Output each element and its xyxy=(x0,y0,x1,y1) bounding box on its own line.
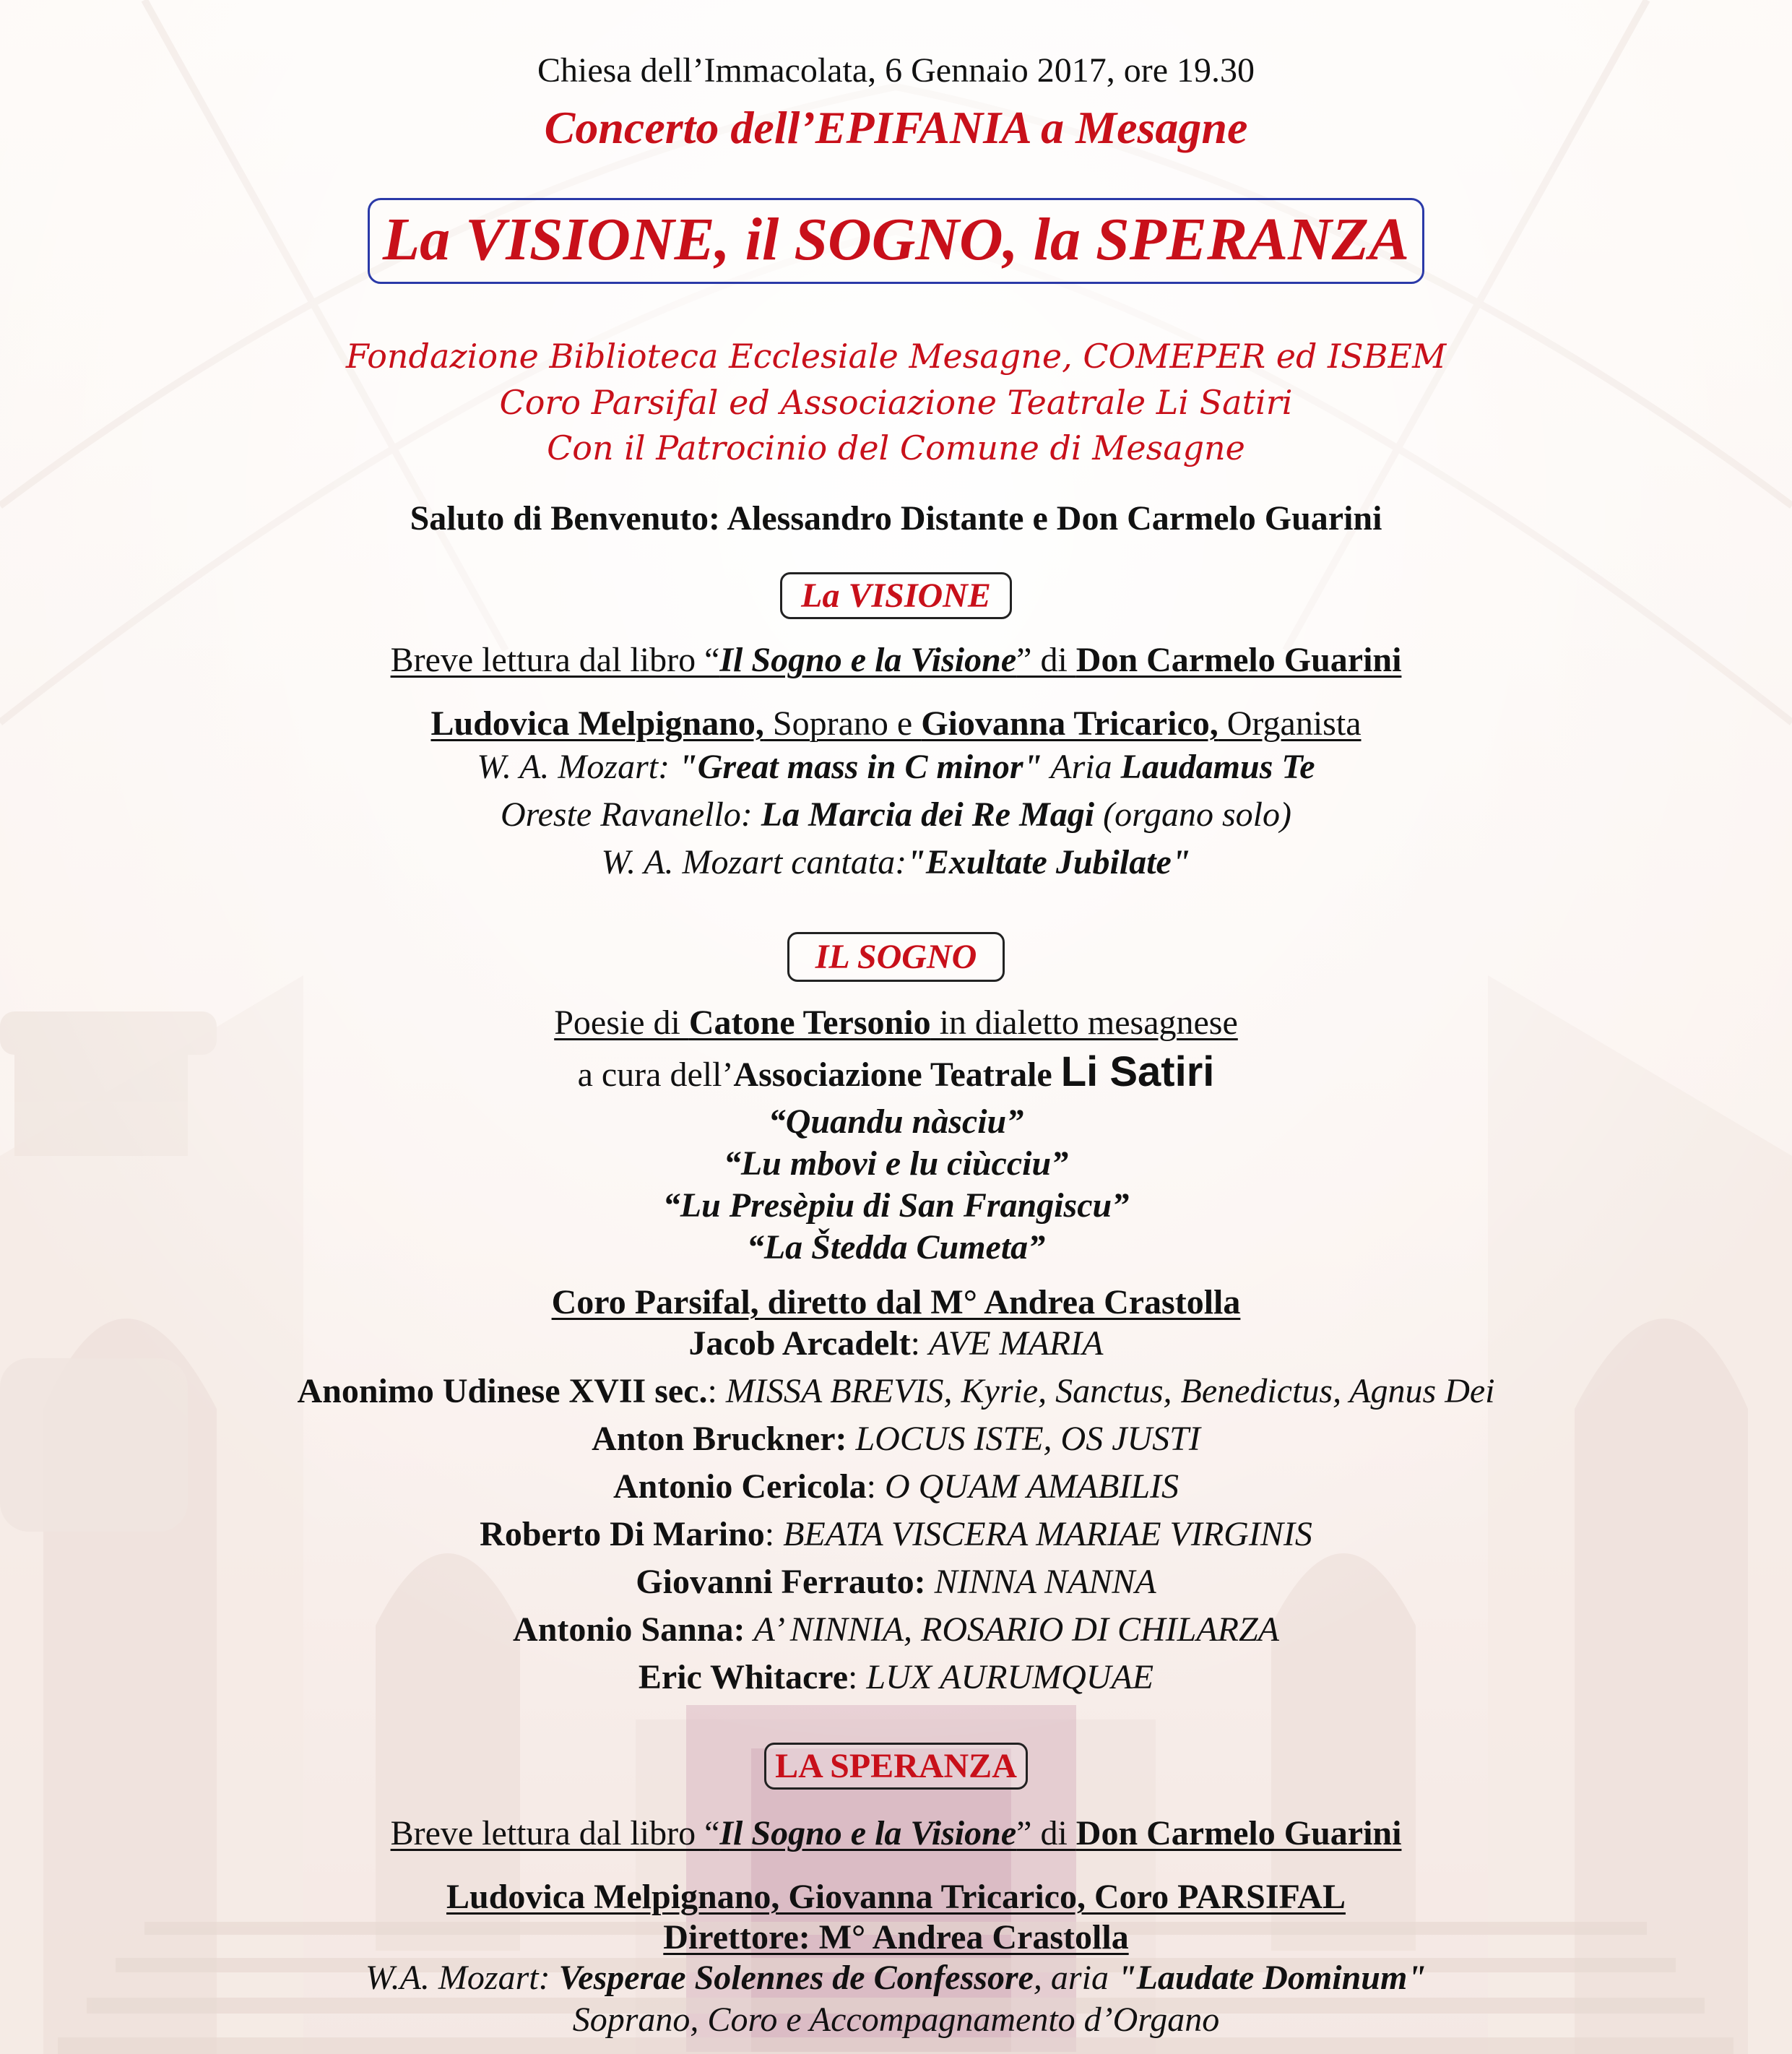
performer-soprano: Ludovica Melpignano, xyxy=(430,704,764,743)
choir-heading-line xyxy=(0,1282,1792,1322)
separator xyxy=(745,1610,753,1649)
speranza-reading-line xyxy=(0,1813,1792,1853)
choir-work: MISSA BREVIS, Kyrie, Sanctus, Benedictus, Agnus Dei xyxy=(725,1372,1495,1410)
concert-title: Concerto dell’EPIFANIA a Mesagne xyxy=(544,102,1248,153)
main-title-frame xyxy=(0,198,1792,284)
visione-program-item xyxy=(0,842,1792,882)
visione-reading-line xyxy=(0,640,1792,680)
visione-program-item xyxy=(0,747,1792,787)
visione-performers-line xyxy=(0,704,1792,743)
theatre-group-name: Li Satiri xyxy=(1060,1048,1215,1095)
poems-prefix: Poesie di xyxy=(554,1004,689,1042)
program-aria: Laudamus Te xyxy=(1120,748,1315,786)
choir-composer: Jacob Arcadelt xyxy=(688,1324,911,1363)
section-speranza-heading: LA SPERANZA xyxy=(764,1743,1028,1790)
speranza-reading xyxy=(391,1814,1402,1852)
choir-composer: Eric Whitacre xyxy=(638,1658,849,1696)
section-speranza-header xyxy=(0,1743,1792,1790)
program-composer: W. A. Mozart: xyxy=(477,748,679,786)
reading-book-title: Il Sogno e la Visione xyxy=(719,641,1017,679)
performer-role-2: Organista xyxy=(1218,704,1362,743)
section-visione-header xyxy=(0,572,1792,619)
poet-name: Catone Tersonio xyxy=(688,1004,931,1042)
choir-work: O QUAM AMABILIS xyxy=(884,1467,1179,1506)
separator: : xyxy=(848,1658,867,1696)
organizer-line-1: Fondazione Biblioteca Ecclesiale Mesagne, COMEPER ed ISBEM xyxy=(345,337,1447,376)
program-composer: Oreste Ravanello: xyxy=(501,795,761,834)
choir-heading: Coro Parsifal, diretto dal M° Andrea Crastolla xyxy=(551,1283,1241,1321)
choir-composer: Giovanni Ferrauto: xyxy=(636,1563,926,1601)
speranza-director: Direttore: M° Andrea Crastolla xyxy=(663,1918,1129,1956)
poem-title: “Lu Presèpiu di San Frangiscu” xyxy=(662,1186,1130,1225)
separator xyxy=(926,1563,935,1601)
choir-program-item xyxy=(0,1467,1792,1506)
program-aria: "Laudate Dominum" xyxy=(1117,1959,1427,1997)
section-sogno-header xyxy=(0,932,1792,982)
reading-middle: ” di xyxy=(1016,641,1076,679)
program-detail: , aria xyxy=(1033,1959,1117,1997)
separator: : xyxy=(707,1372,726,1410)
choir-composer: Anton Bruckner: xyxy=(592,1420,847,1458)
performer-organist: Giovanna Tricarico, xyxy=(921,704,1219,743)
reading-author: Don Carmelo Guarini xyxy=(1075,641,1402,679)
program-composer: W.A. Mozart: xyxy=(365,1959,559,1997)
visione-reading xyxy=(391,641,1402,679)
choir-work: BEATA VISCERA MARIAE VIRGINIS xyxy=(783,1515,1312,1553)
speranza-program-item xyxy=(0,1958,1792,1998)
choir-composer: Antonio Cericola xyxy=(613,1467,867,1506)
sogno-poems-line xyxy=(0,1003,1792,1043)
choir-work: LOCUS ISTE, OS JUSTI xyxy=(855,1420,1200,1458)
reading-prefix: Breve lettura dal libro “ xyxy=(390,1814,720,1852)
separator: : xyxy=(764,1515,784,1553)
main-title: La VISIONE, il SOGNO, la SPERANZA xyxy=(368,198,1424,284)
poem-title: “Lu mbovi e lu ciùcciu” xyxy=(723,1144,1069,1183)
choir-work: NINNA NANNA xyxy=(934,1563,1156,1601)
venue-date-line: Chiesa dell’Immacolata, 6 Gennaio 2017, ore 19.30 xyxy=(537,51,1255,90)
curated-prefix: a cura dell’ xyxy=(577,1056,734,1094)
separator xyxy=(847,1420,855,1458)
program-work: "Exultate Jubilate" xyxy=(906,843,1191,881)
organizer-line-3: Con il Patrocinio del Comune di Mesagne xyxy=(547,428,1245,467)
section-sogno-heading: IL SOGNO xyxy=(787,932,1005,982)
performer-role-1: Soprano e xyxy=(763,704,922,743)
choir-work: AVE MARIA xyxy=(928,1324,1104,1363)
poem-title: “Quandu nàsciu” xyxy=(768,1102,1024,1141)
speranza-performers: Ludovica Melpignano, Giovanna Tricarico, Coro PARSIFAL xyxy=(446,1878,1346,1916)
choir-program-item xyxy=(0,1324,1792,1363)
choir-program-item xyxy=(0,1514,1792,1554)
visione-performers xyxy=(430,704,1361,743)
poem-title: “La Štedda Cumeta” xyxy=(746,1228,1046,1267)
speranza-director-line xyxy=(0,1917,1792,1957)
poems-suffix: in dialetto mesagnese xyxy=(930,1004,1238,1042)
visione-program-item xyxy=(0,795,1792,834)
program-work: "Great mass in C minor" xyxy=(678,748,1043,786)
program-composer: W. A. Mozart cantata: xyxy=(601,843,907,881)
choir-composer: Anonimo Udinese XVII sec. xyxy=(297,1372,708,1410)
sogno-curated-line xyxy=(0,1048,1792,1096)
separator: : xyxy=(910,1324,929,1363)
choir-work: A’ NINNIA, ROSARIO DI CHILARZA xyxy=(753,1610,1279,1649)
choir-program-item xyxy=(0,1562,1792,1602)
section-visione-heading: La VISIONE xyxy=(780,572,1012,619)
theatre-association: Associazione Teatrale xyxy=(733,1056,1061,1094)
choir-composer: Roberto Di Marino xyxy=(480,1515,765,1553)
sogno-poems-intro xyxy=(554,1004,1238,1042)
choir-composer: Antonio Sanna: xyxy=(513,1610,745,1649)
choir-program-item xyxy=(0,1657,1792,1697)
program-detail: Aria xyxy=(1042,748,1121,786)
reading-prefix: Breve lettura dal libro “ xyxy=(390,641,720,679)
choir-program-item xyxy=(0,1610,1792,1649)
organizer-line-2: Coro Parsifal ed Associazione Teatrale Li Satiri xyxy=(499,383,1293,422)
program-detail: (organo solo) xyxy=(1094,795,1291,834)
reading-book-title: Il Sogno e la Visione xyxy=(719,1814,1017,1852)
separator: : xyxy=(866,1467,885,1506)
speranza-performers-line xyxy=(0,1877,1792,1917)
reading-author: Don Carmelo Guarini xyxy=(1075,1814,1402,1852)
choir-program-item xyxy=(0,1371,1792,1411)
choir-work: LUX AURUMQUAE xyxy=(866,1658,1154,1696)
program-work: Vesperae Solennes de Confessore xyxy=(558,1959,1034,1997)
speranza-note: Soprano, Coro e Accompagnamento d’Organo xyxy=(572,2001,1220,2039)
welcome-line: Saluto di Benvenuto: Alessandro Distante e Don Carmelo Guarini xyxy=(410,499,1382,538)
program-work: La Marcia dei Re Magi xyxy=(761,795,1095,834)
choir-program-item xyxy=(0,1419,1792,1459)
reading-middle: ” di xyxy=(1016,1814,1076,1852)
